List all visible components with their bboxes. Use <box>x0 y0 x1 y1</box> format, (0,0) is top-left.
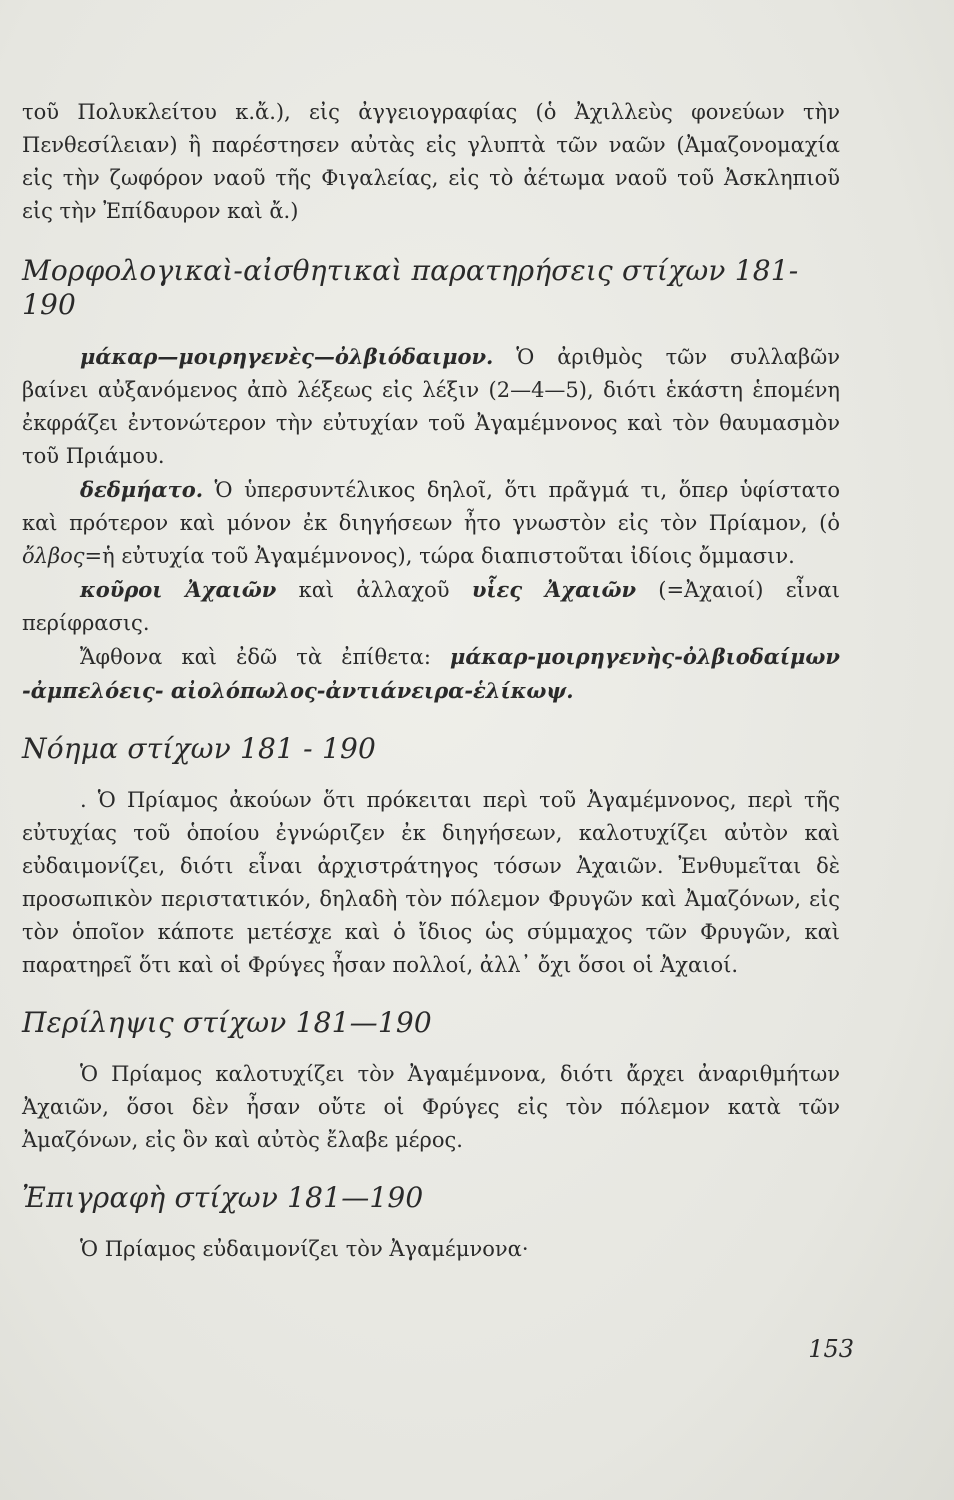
section-heading-title: Ἐπιγραφὴ στίχων 181—190 <box>22 1181 424 1214</box>
intro-paragraph: τοῦ Πολυκλείτου κ.ἄ.), εἰς ἀγγειογραφίας (ὁ Ἀχιλλεὺς φονεύων τὴν Πενθεσίλειαν) ἢ παρέστησεν αὐτὰς εἰς γλυπτὰ τῶν ναῶν (Ἀμαζονομαχία εἰς τὴν ζωφόρον ναοῦ τῆς Φιγαλείας, εἰς τὸ ἀέτωμα ναοῦ τοῦ Ἀσκληπιοῦ εἰς τὴν Ἐπίδαυρον καὶ ἄ.) <box>22 100 840 223</box>
term-olbos: ὄλβος <box>22 544 85 568</box>
paragraph-kouroi-mid: καὶ ἀλλαχοῦ <box>276 578 472 602</box>
section-heading-observations: Μορφολογικαὶ-αἰσθητικαὶ παρατηρήσεις στίχων 181-190 <box>22 254 799 321</box>
page-number: 153 <box>808 1335 854 1363</box>
paragraph-meaning: . Ὁ Πρίαμος ἀκούων ὅτι πρόκειται περὶ τοῦ Ἀγαμέμνονος, περὶ τῆς εὐτυχίας τοῦ ὁποίου ἐγνώριζεν ἐκ διηγήσεων, καλοτυχίζει αὐτὸν καὶ εὐδαιμονίζει, διότι εἶναι ἀρχιστράτηγος τόσων Ἀχαιῶν. Ἐνθυμεῖται δὲ προσωπικὸν περιστατικόν, δηλαδὴ τὸν πόλεμον Φρυγῶν καὶ Ἀμαζόνων, εἰς τὸν ὁποῖον κάποτε μετέσχε καὶ ὁ ἴδιος ὡς σύμμαχος τῶν Φρυγῶν, καὶ παρατηρεῖ ὅτι καὶ οἱ Φρύγες ἦσαν πολλοί, ἀλλ᾽ ὄχι ὅσοι οἱ Ἀχαιοί. <box>22 788 840 977</box>
term-epitheta-list: μάκαρ-μοιρηγενὴς-ὀλβιοδαίμων -ἀμπελόεις- αἰολόπωλος-ἀντιάνειρα-ἑλίκωψ. <box>22 644 840 703</box>
paragraph-epitheta <box>22 640 840 708</box>
paragraph-dedmeato <box>22 473 840 573</box>
paragraph-dedmeato-text-b: =ἡ εὐτυχία τοῦ Ἀγαμέμνονος), τώρα διαπιστοῦται ἰδίοις ὄμμασιν. <box>84 544 795 568</box>
paragraph-title: Ὁ Πρίαμος εὐδαιμονίζει τὸν Ἀγαμέμνονα· <box>80 1237 529 1261</box>
paragraph-summary: Ὁ Πρίαμος καλοτυχίζει τὸν Ἀγαμέμνονα, διότι ἄρχει ἀναριθμήτων Ἀχαιῶν, ὅσοι δὲν ἦσαν οὔτε οἱ Φρύγες εἰς τὸν πόλεμον κατὰ τῶν Ἀμαζόνων, εἰς ὃν καὶ αὐτὸς ἔλαβε μέρος. <box>22 1062 840 1152</box>
paragraph-epitheta-text: Ἄφθονα καὶ ἐδῶ τὰ ἐπίθετα: <box>80 645 451 669</box>
paragraph-kouroi <box>22 573 840 640</box>
term-kouroi-achaion: κοῦροι Ἀχαιῶν <box>80 577 277 602</box>
term-makar: μάκαρ—μοιρηγενὲς—ὀλβιόδαιμον. <box>80 344 494 369</box>
paragraph-makar-text: Ὁ ἀριθμὸς τῶν συλλαβῶν βαίνει αὐξανόμενος ἀπὸ λέξεως εἰς λέξιν (2—4—5), διότι ἑκάστη ἑπομένη ἐκφράζει ἐντονώτερον τὴν εὐτυχίαν τοῦ Ἀγαμέμνονος καὶ τὸν θαυμασμὸν τοῦ Πριάμου. <box>22 345 840 468</box>
section-heading-summary: Περίληψις στίχων 181—190 <box>22 1006 432 1039</box>
term-dedmeato: δεδμήατο. <box>80 477 204 502</box>
section-heading-meaning: Νόημα στίχων 181 - 190 <box>22 732 376 765</box>
paragraph-makar <box>22 340 840 473</box>
term-uies-achaion: υἷες Ἀχαιῶν <box>471 577 637 602</box>
paragraph-kouroi-text: (=Ἀχαιοί) εἶναι περίφρασις. <box>22 578 841 635</box>
paragraph-dedmeato-text-a: Ὁ ὑπερσυντέλικος δηλοῖ, ὅτι πρᾶγμά τι, ὅπερ ὑφίστατο καὶ πρότερον καὶ μόνον ἐκ διηγήσεων ἦτο γνωστὸν εἰς τὸν Πρίαμον, (ὁ <box>22 478 840 535</box>
